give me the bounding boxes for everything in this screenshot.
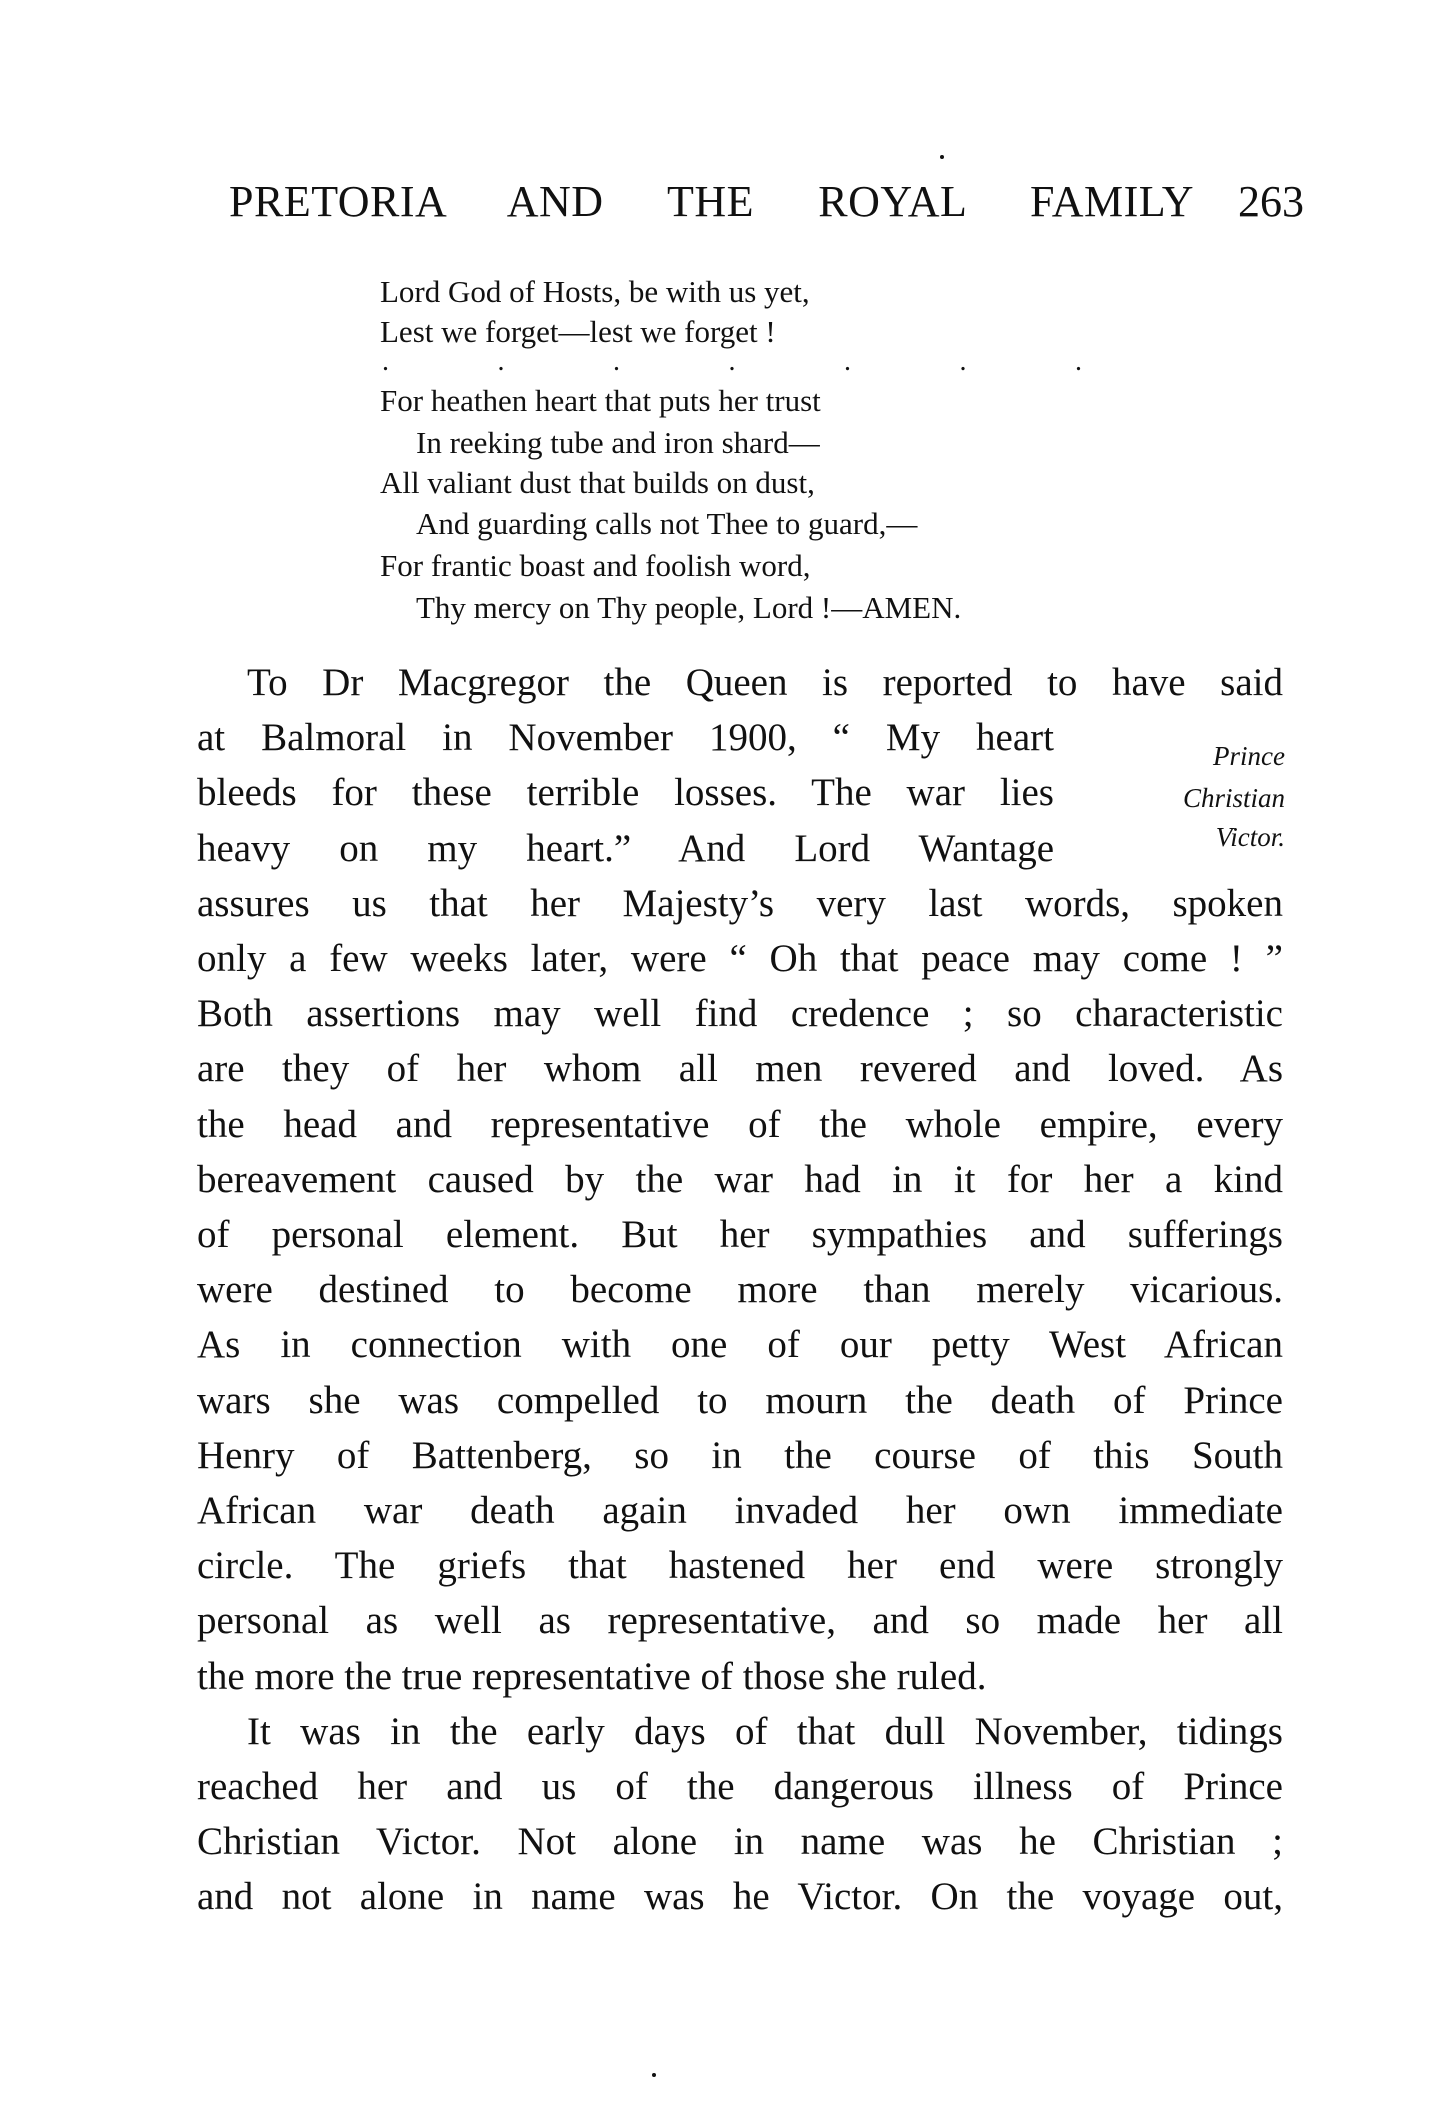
body-line: wars she was compelled to mourn the death of Prince [197, 1378, 1283, 1422]
body-line: of personal element. But her sympathies and sufferings [197, 1213, 1283, 1256]
print-speck [940, 155, 944, 159]
body-line: at Balmoral in November 1900, “ My heart [197, 716, 1054, 760]
ellipsis-dots: . . . . . . . [382, 346, 1082, 377]
body-line: To Dr Macgregor the Queen is reported to have said [247, 661, 1283, 704]
body-line: the more the true representative of those she ruled. [197, 1654, 987, 1698]
body-line: heavy on my heart.” And Lord Wantage [197, 826, 1054, 870]
body-line: Both assertions may well find credence ; so characteristic [197, 992, 1283, 1036]
poem-line: And guarding calls not Thee to guard,— [416, 506, 918, 541]
body-line: African war death again invaded her own immediate [197, 1489, 1283, 1532]
poem-line: Lest we forget—lest we forget ! [380, 314, 776, 349]
body-line: bereavement caused by the war had in it for her a kind [197, 1157, 1283, 1201]
page-number: 263 [1238, 177, 1304, 226]
poem-line: For heathen heart that puts her trust [380, 383, 821, 418]
body-line: the head and representative of the whole empire, every [197, 1102, 1283, 1146]
margin-note-line: Victor. [1215, 822, 1285, 852]
body-line: Henry of Battenberg, so in the course of this South [197, 1433, 1283, 1477]
body-line: and not alone in name was he Victor. On the voyage out, [197, 1875, 1283, 1919]
poem-line: Thy mercy on Thy people, Lord !—AMEN. [416, 590, 962, 625]
body-line: reached her and us of the dangerous illness of Prince [197, 1765, 1283, 1808]
body-line: only a few weeks later, were “ Oh that peace may come ! ” [197, 937, 1283, 980]
poem-line: For frantic boast and foolish word, [380, 548, 811, 583]
body-line: personal as well as representative, and so made her all [197, 1599, 1283, 1643]
poem-line: In reeking tube and iron shard— [416, 425, 820, 460]
body-line: are they of her whom all men revered and loved. As [197, 1047, 1283, 1091]
body-line: Christian Victor. Not alone in name was he Christian ; [197, 1820, 1283, 1864]
running-header-title: PRETORIA AND THE ROYAL FAMILY [229, 177, 1194, 226]
body-line: bleeds for these terrible losses. The war lies [197, 771, 1054, 815]
margin-note-line: Prince [1213, 741, 1285, 771]
body-line: were destined to become more than merely vicarious. [197, 1268, 1283, 1312]
body-line: assures us that her Majesty’s very last words, spoken [197, 881, 1283, 925]
body-line: As in connection with one of our petty West African [197, 1323, 1283, 1367]
body-line: circle. The griefs that hastened her end were strongly [197, 1544, 1283, 1588]
poem-line: All valiant dust that builds on dust, [380, 465, 815, 500]
print-speck [652, 2073, 656, 2077]
body-line: It was in the early days of that dull November, tidings [247, 1709, 1283, 1753]
margin-note-line: Christian [1182, 783, 1285, 813]
poem-line: Lord God of Hosts, be with us yet, [380, 274, 810, 309]
